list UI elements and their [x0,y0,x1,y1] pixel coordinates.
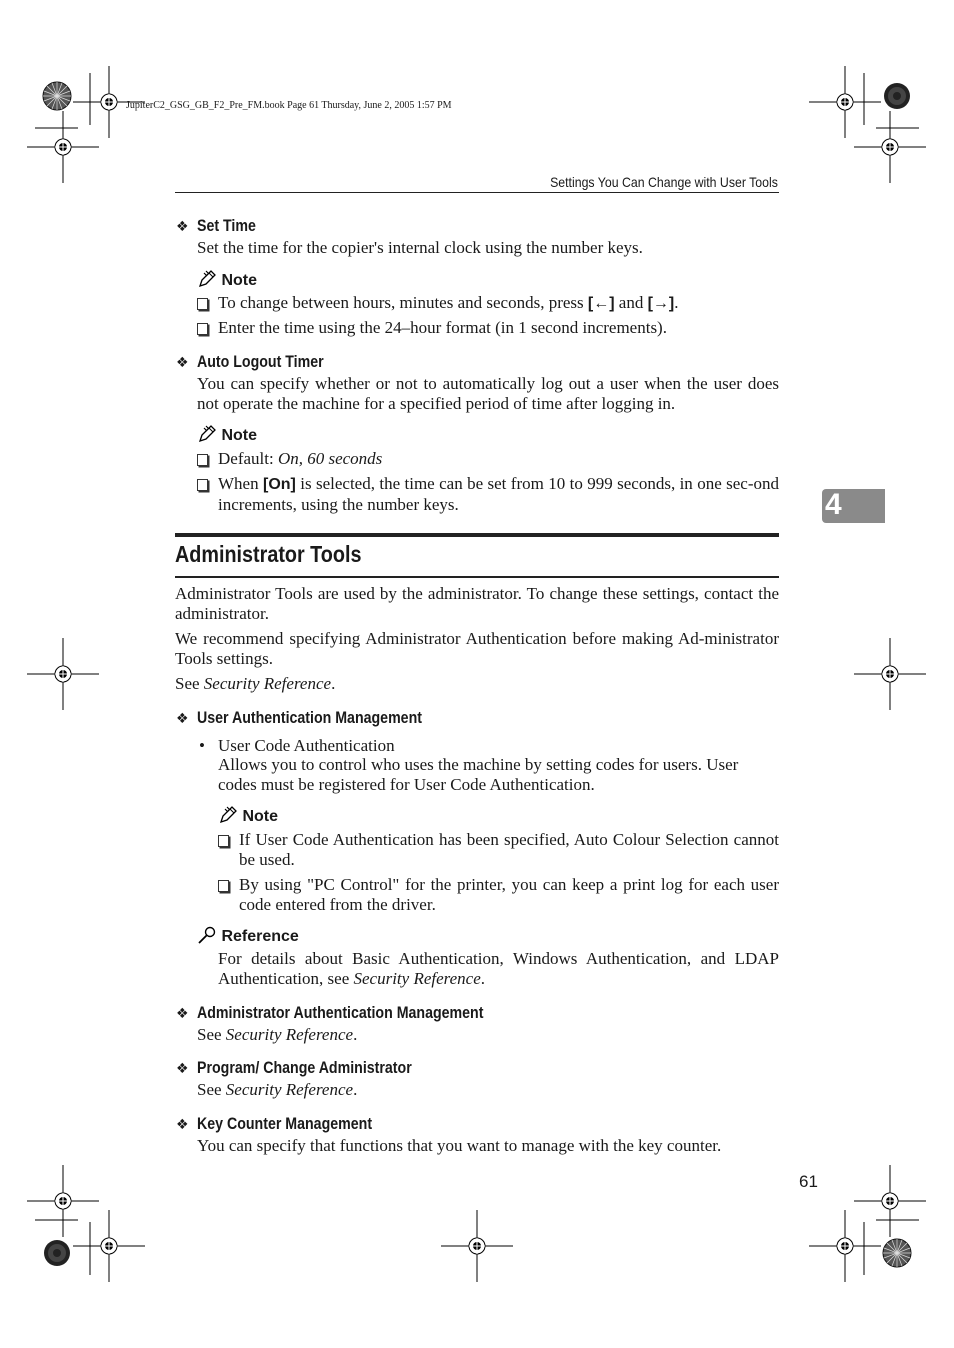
set-time-heading [197,217,265,236]
see-text: See [175,674,204,693]
auto-logout-heading [197,353,344,372]
user-auth-heading [197,709,459,728]
note-heading [197,425,257,445]
right-arrow-key: [→] [647,295,675,312]
program-admin-heading [197,1059,447,1078]
auto-logout-note-2 [218,474,779,514]
note-label: Note [221,427,258,444]
see-text: . [353,1025,358,1044]
chapter-number: 4 [825,488,842,521]
pencil-icon [197,425,217,443]
admin-auth-heading [197,1004,530,1023]
key-counter-title: Key Counter Management [197,1115,373,1133]
reference-heading [197,926,299,946]
note-text: is selected, the time can be set from 10 to 999 seconds, in one sec-ond increments, using the number keys. [218,474,779,514]
admin-tools-title: Administrator Tools [175,541,362,567]
checkbox-icon [197,454,208,466]
security-reference-link: Security Reference [353,968,481,988]
checkbox-icon [218,835,229,847]
set-time-note-1 [218,293,779,314]
pencil-icon [218,806,238,824]
header-rule [175,192,779,193]
auto-logout-note-1 [218,449,779,469]
note-heading [218,806,278,826]
diamond-icon: ❖ [176,1006,189,1022]
checkbox-icon [218,880,229,892]
user-code-auth-body: Allows you to control who uses the machine by setting codes for users. User codes must be registered for User Code Authentication. [218,755,739,794]
note-label: Note [242,808,279,825]
checkbox-icon [197,479,208,491]
auto-logout-body: You can specify whether or not to automatically log out a user when the user does not operate the machine for a specified period of time after logging in. [197,374,779,413]
security-reference-link: Security Reference [203,674,332,693]
reference-text: For details about Basic Authentication, Windows Authentication, and LDAP Authentication, see [218,949,779,988]
set-time-body: Set the time for the copier's internal clock using the number keys. [197,238,643,257]
chapter-tab[interactable] [822,489,885,523]
diamond-icon: ❖ [176,355,189,371]
note-text: Default: [218,449,278,468]
user-auth-reference [218,949,779,988]
note-heading [197,270,257,290]
note-label: Note [221,272,258,289]
user-auth-note-1: If User Code Authentication has been specified, Auto Colour Selection cannot be used. [239,830,779,869]
default-value: On, 60 seconds [277,449,383,468]
see-text: See [197,1080,226,1099]
checkbox-icon [197,298,208,310]
admin-tools-see [175,674,335,694]
reference-text: . [480,968,486,988]
left-arrow-key: [←] [587,295,615,312]
security-reference-link: Security Reference [225,1080,354,1099]
program-admin-see [197,1080,357,1100]
security-reference-link: Security Reference [225,1025,354,1044]
see-text: . [353,1080,358,1099]
admin-auth-title: Administrator Authentication Management [197,1004,484,1022]
section-top-rule [175,533,779,537]
see-text: See [197,1025,226,1044]
key-counter-body: You can specify that functions that you want to manage with the key counter. [197,1136,722,1155]
see-text: . [331,674,336,693]
diamond-icon: ❖ [176,219,189,235]
running-header [519,174,778,190]
auto-logout-title: Auto Logout Timer [197,353,324,371]
admin-auth-see [197,1025,357,1045]
user-auth-title: User Authentication Management [197,709,422,727]
pencil-icon [197,270,217,288]
admin-tools-para-1: Administrator Tools are used by the administrator. To change these settings, contact the administrator. [175,584,779,623]
diamond-icon: ❖ [176,711,189,727]
file-stamp: JupiterC2_GSG_GB_F2_Pre_FM.book Page 61 Thursday, June 2, 2005 1:57 PM [126,100,452,111]
set-time-title: Set Time [197,217,256,235]
magnifier-icon [197,926,217,944]
running-header-text: Settings You Can Change with User Tools [550,174,778,190]
note-text: and [614,293,648,312]
program-admin-title: Program/ Change Administrator [197,1059,412,1077]
reference-label: Reference [221,928,299,945]
diamond-icon: ❖ [176,1061,189,1077]
admin-tools-heading [175,541,392,568]
diamond-icon: ❖ [176,1117,189,1133]
on-key: [On] [262,476,296,493]
page-number: 61 [799,1172,818,1191]
user-auth-note-2: By using "PC Control" for the printer, you can keep a print log for each user code entered from the driver. [239,875,779,914]
checkbox-icon [197,323,208,335]
bullet-icon: • [199,736,205,755]
note-text: To change between hours, minutes and seconds, press [218,293,588,312]
key-counter-heading [197,1115,401,1134]
note-text: . [674,293,679,312]
note-text: When [218,474,263,493]
user-code-auth-title: User Code Authentication [218,736,395,755]
set-time-note-2: Enter the time using the 24–hour format (in 1 second increments). [218,318,667,337]
admin-tools-para-2: We recommend specifying Administrator Authentication before making Ad-ministrator Tools settings. [175,629,779,668]
section-bottom-rule [175,576,779,578]
